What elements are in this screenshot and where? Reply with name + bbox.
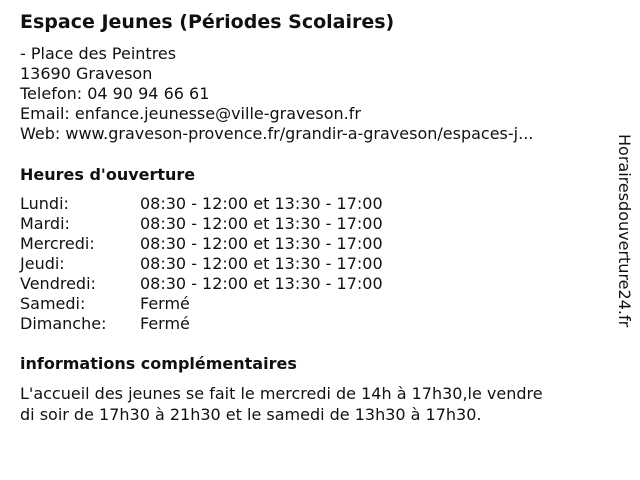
time-value: 08:30 - 12:00 et 13:30 - 17:00 bbox=[140, 234, 383, 253]
phone: Telefon: 04 90 94 66 61 bbox=[20, 84, 210, 103]
day-label: Jeudi: bbox=[20, 254, 65, 273]
website: Web: www.graveson-provence.fr/grandir-a-graveson/espaces-j... bbox=[20, 124, 534, 143]
time-value: 08:30 - 12:00 et 13:30 - 17:00 bbox=[140, 214, 383, 233]
day-label: Lundi: bbox=[20, 194, 69, 213]
watermark-text: Horairesdouverture24.fr bbox=[615, 134, 634, 328]
email: Email: enfance.jeunesse@ville-graveson.fr bbox=[20, 104, 361, 123]
watermark bbox=[610, 134, 638, 374]
time-value: 08:30 - 12:00 et 13:30 - 17:00 bbox=[140, 254, 383, 273]
time-value: 08:30 - 12:00 et 13:30 - 17:00 bbox=[140, 194, 383, 213]
time-value: Fermé bbox=[140, 294, 190, 313]
info-heading: informations complémentaires bbox=[20, 354, 297, 373]
day-label: Mardi: bbox=[20, 214, 70, 233]
day-label: Mercredi: bbox=[20, 234, 95, 253]
day-label: Samedi: bbox=[20, 294, 86, 313]
time-value: 08:30 - 12:00 et 13:30 - 17:00 bbox=[140, 274, 383, 293]
day-label: Vendredi: bbox=[20, 274, 96, 293]
address-block bbox=[20, 44, 533, 144]
street-address: - Place des Peintres bbox=[20, 44, 177, 63]
time-value: Fermé bbox=[140, 314, 190, 333]
city: 13690 Graveson bbox=[20, 64, 153, 83]
day-label: Dimanche: bbox=[20, 314, 107, 333]
info-line: L'accueil des jeunes se fait le mercredi de 14h à 17h30,le vendre bbox=[20, 384, 543, 403]
page-title: Espace Jeunes (Périodes Scolaires) bbox=[20, 11, 395, 33]
hours-heading: Heures d'ouverture bbox=[20, 165, 196, 184]
info-line: di soir de 17h30 à 21h30 et le samedi de 13h30 à 17h30. bbox=[20, 405, 482, 424]
info-text bbox=[20, 383, 600, 425]
